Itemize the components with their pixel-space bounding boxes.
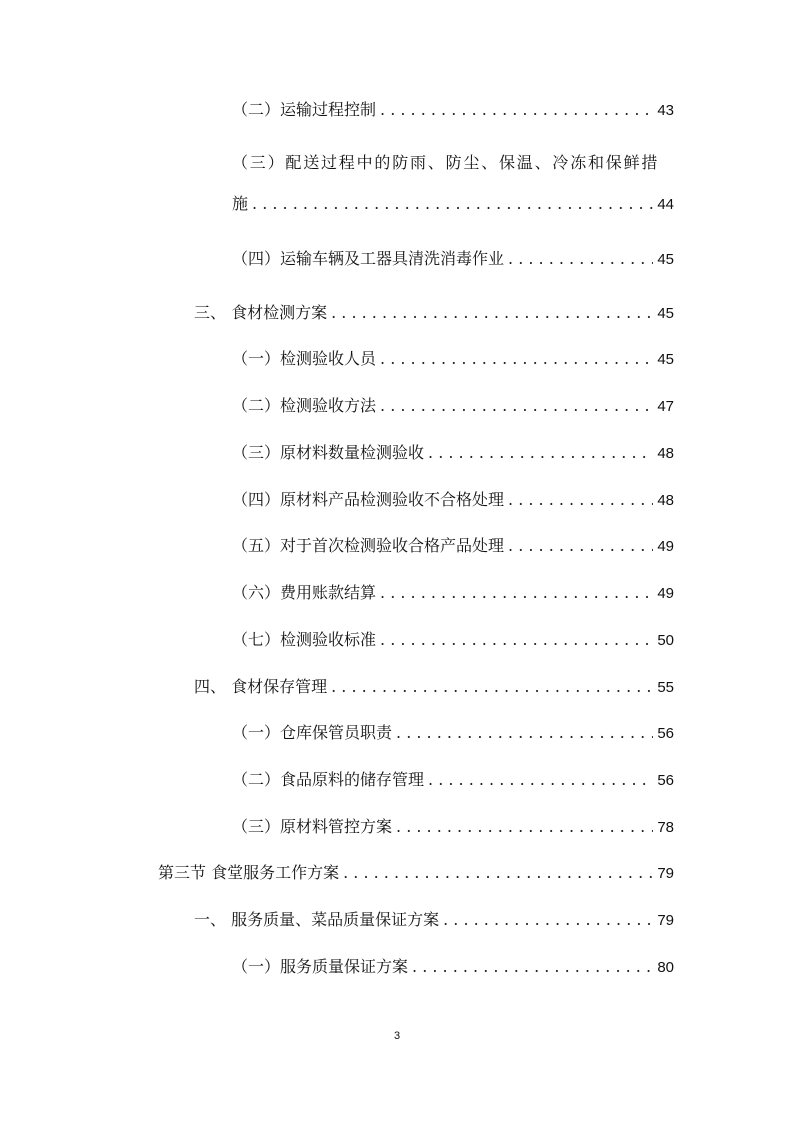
toc-entry-page: 55 [657,679,674,696]
toc-entry[interactable] [194,302,674,325]
toc-entry-page: 50 [657,632,674,649]
toc-dot-leader [508,489,653,511]
toc-entry-page: 48 [657,492,674,509]
toc-entry-label: （一）检测验收人员 [232,349,377,368]
toc-entry-page: 45 [657,305,674,322]
toc-entry[interactable] [194,909,674,932]
toc-entry[interactable] [232,956,674,979]
toc-dot-leader [380,99,653,121]
toc-entry[interactable] [232,348,674,371]
toc-entry[interactable] [232,248,674,271]
toc-entry-page: 45 [657,251,674,268]
toc-entry-label: （二）运输过程控制 [232,100,377,119]
toc-entry-page: 48 [657,445,674,462]
toc-dot-leader [508,535,653,557]
toc-entry[interactable] [232,99,674,122]
toc-dot-leader [380,395,653,417]
toc-entry[interactable] [194,676,674,699]
toc-dot-leader [508,248,653,270]
toc-entry-label: （七）检测验收标准 [232,630,377,649]
toc-entry-label: （二）食品原料的储存管理 [232,770,425,789]
toc-dot-leader [396,722,653,744]
toc-entry-label: （四）运输车辆及工器具清洗消毒作业 [232,249,505,268]
toc-entry-page: 44 [657,196,674,213]
toc-dot-leader [428,442,653,464]
toc-dot-leader [428,769,653,791]
toc-entry-label: 三、 食材检测方案 [194,303,328,322]
toc-entry[interactable] [232,582,674,605]
toc-entry-wrapped-line[interactable]: （三）配送过程中的防雨、防尘、保温、冷冻和保鲜措 [232,153,660,172]
toc-entry-label: 四、 食材保存管理 [194,677,328,696]
page-number: 3 [393,1030,401,1042]
toc-entry-page: 79 [657,865,674,882]
toc-entry-label: （一）仓库保管员职责 [232,723,393,742]
toc-dot-leader [331,676,653,698]
toc-dot-leader [343,862,653,884]
toc-entry[interactable] [232,442,674,465]
toc-entry[interactable] [232,395,674,418]
toc-entry-page: 49 [657,585,674,602]
toc-dot-leader [396,816,653,838]
toc-entry-page: 47 [657,398,674,415]
toc-entry-page: 78 [657,819,674,836]
toc-entry-label: （二）检测验收方法 [232,396,377,415]
toc-entry-label: 施 [232,194,249,213]
toc-entry[interactable] [232,816,674,839]
toc-entry-label: （三）原材料管控方案 [232,817,393,836]
toc-entry-label: （四）原材料产品检测验收不合格处理 [232,490,505,509]
toc-dot-leader [380,582,653,604]
toc-entry-page: 56 [657,772,674,789]
toc-dot-leader [252,193,653,215]
toc-entry-label: 一、 服务质量、菜品质量保证方案 [194,910,440,929]
toc-entry[interactable] [232,193,674,216]
toc-entry-label: （六）费用账款结算 [232,583,377,602]
toc-dot-leader [331,302,653,324]
toc-entry-label: （一）服务质量保证方案 [232,957,409,976]
toc-entry[interactable] [158,862,674,885]
toc-dot-leader [412,956,653,978]
toc-dot-leader [380,348,653,370]
toc-entry[interactable] [232,769,674,792]
toc-entry[interactable] [232,629,674,652]
toc-entry-page: 43 [657,102,674,119]
toc-entry[interactable] [232,535,674,558]
toc-dot-leader [443,909,653,931]
toc-entry-label: 第三节 食堂服务工作方案 [158,863,340,882]
toc-entry-page: 80 [657,959,674,976]
toc-entry-label: （五）对于首次检测验收合格产品处理 [232,536,505,555]
toc-entry-page: 56 [657,725,674,742]
toc-dot-leader [380,629,653,651]
toc-entry-label: （三）原材料数量检测验收 [232,443,425,462]
toc-entry-page: 45 [657,351,674,368]
toc-entry-page: 79 [657,912,674,929]
toc-entry[interactable] [232,722,674,745]
toc-entry[interactable] [232,489,674,512]
toc-entry-page: 49 [657,538,674,555]
